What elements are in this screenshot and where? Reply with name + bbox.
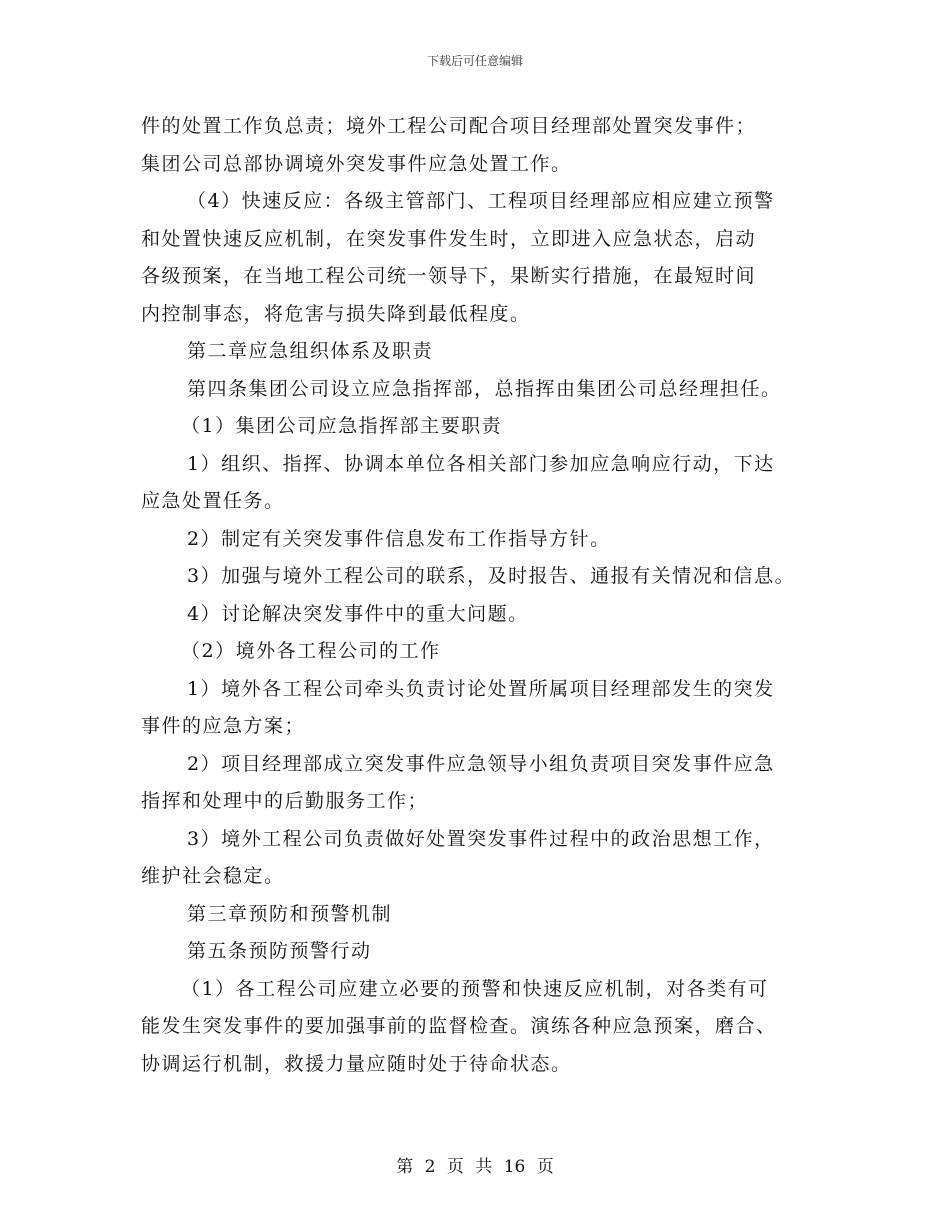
section-heading: （2）境外各工程公司的工作 bbox=[181, 640, 441, 662]
text-line: 协调运行机制，救援力量应随时处于待命状态。 bbox=[141, 1052, 572, 1075]
text-line: 各级预案，在当地工程公司统一领导下，果断实行措施，在最短时间 bbox=[141, 265, 757, 287]
text-line: 第四条集团公司设立应急指挥部，总指挥由集团公司总经理担任。 bbox=[187, 377, 782, 400]
text-line: 件的处置工作负总责；境外工程公司配合项目经理部处置突发事件； bbox=[141, 115, 757, 137]
text-line: （1）各工程公司应建立必要的预警和快速反应机制，对各类有可 bbox=[181, 977, 769, 1000]
chapter-heading: 第三章预防和预警机制 bbox=[187, 902, 393, 925]
text-line: 集团公司总部协调境外突发事件应急处置工作。 bbox=[141, 152, 572, 175]
text-line: 1）组织、指挥、协调本单位各相关部门参加应急响应行动，下达 bbox=[187, 452, 775, 475]
document-body bbox=[141, 108, 821, 1083]
page-number: 第 2 页 共 16 页 bbox=[396, 1157, 554, 1177]
article-heading: 第五条预防预警行动 bbox=[187, 940, 372, 962]
text-line: 3）加强与境外工程公司的联系，及时报告、通报有关情况和信息。 bbox=[187, 565, 796, 587]
text-line: 3）境外工程公司负责做好处置突发事件过程中的政治思想工作， bbox=[187, 827, 775, 850]
text-line: 2）制定有关突发事件信息发布工作指导方针。 bbox=[187, 527, 611, 550]
page-header: 下载后可任意编辑 bbox=[426, 54, 523, 68]
text-line: 内控制事态，将危害与损失降到最低程度。 bbox=[141, 302, 531, 325]
text-line: 维护社会稳定。 bbox=[141, 865, 285, 887]
text-line: 能发生突发事件的要加强事前的监督检查。演练各种应急预案，磨合、 bbox=[141, 1015, 777, 1037]
text-line: 事件的应急方案； bbox=[141, 715, 306, 737]
text-line: 和处置快速反应机制，在突发事件发生时，立即进入应急状态，启动 bbox=[141, 227, 757, 250]
text-line: 应急处置任务。 bbox=[141, 490, 285, 512]
section-heading: （1）集团公司应急指挥部主要职责 bbox=[181, 415, 503, 437]
text-line: 指挥和处理中的后勤服务工作； bbox=[141, 790, 429, 812]
text-line: 1）境外各工程公司牵头负责讨论处置所属项目经理部发生的突发 bbox=[187, 677, 775, 700]
chapter-heading: 第二章应急组织体系及职责 bbox=[187, 340, 434, 362]
text-line: （4）快速反应：各级主管部门、工程项目经理部应相应建立预警 bbox=[187, 190, 775, 212]
text-line: 2）项目经理部成立突发事件应急领导小组负责项目突发事件应急 bbox=[187, 752, 775, 775]
text-line: 4）讨论解决突发事件中的重大问题。 bbox=[187, 602, 529, 625]
